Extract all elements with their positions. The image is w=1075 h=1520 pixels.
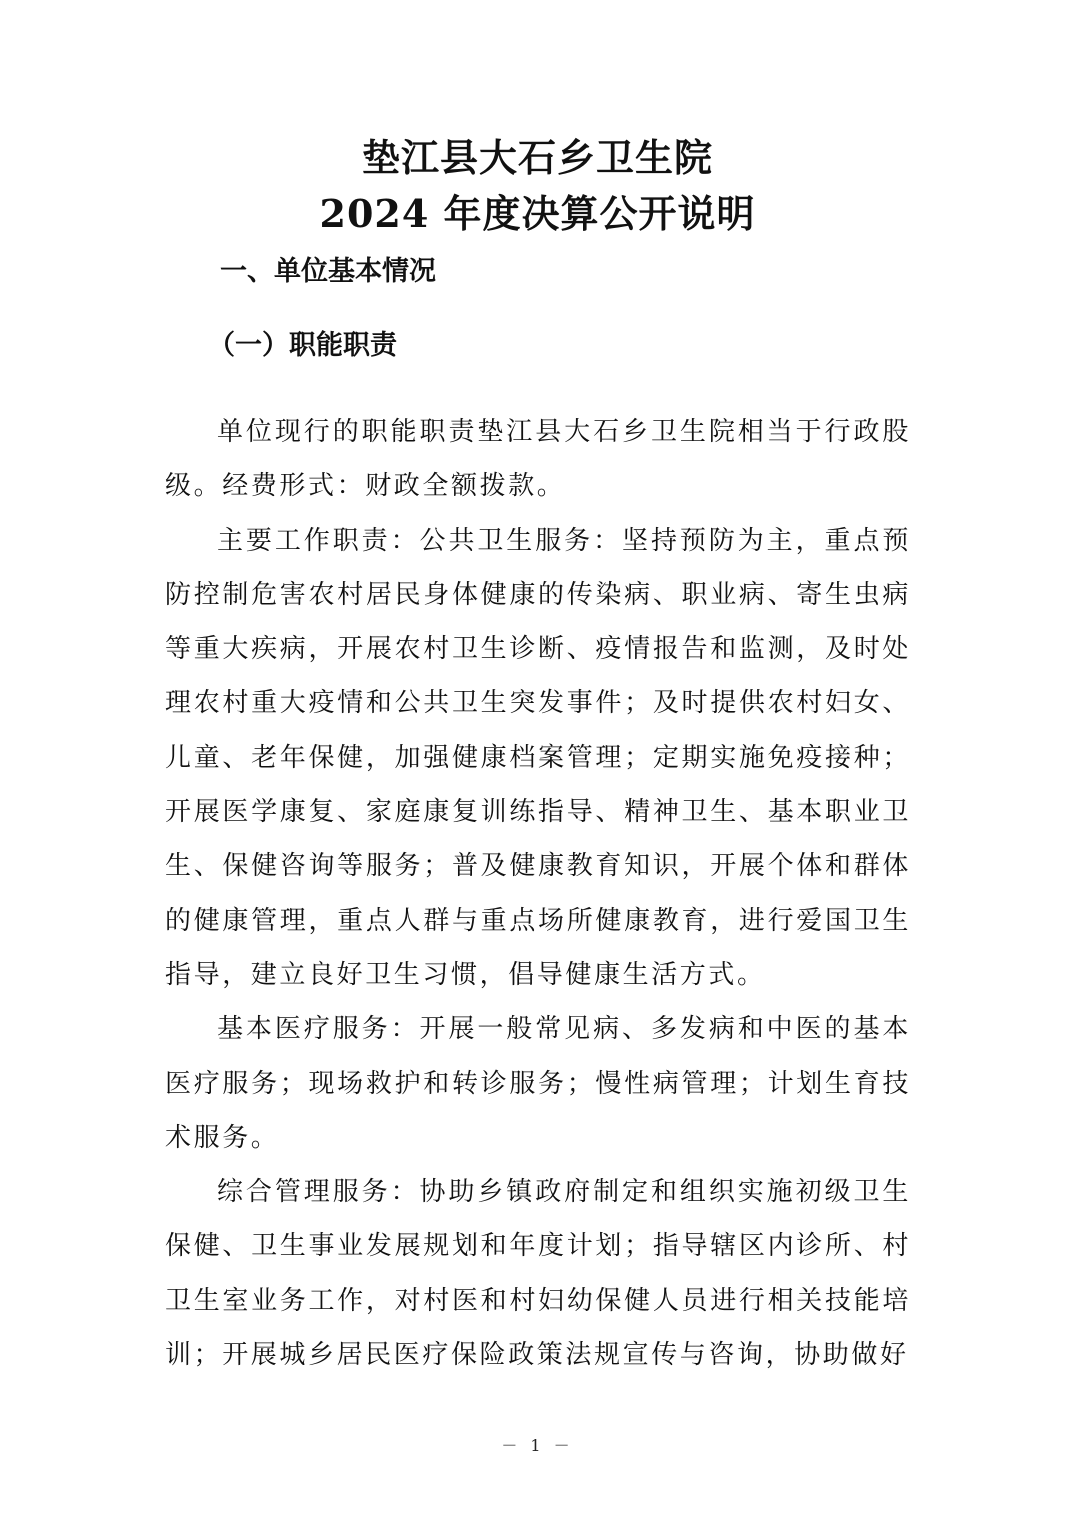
document-title-line-1: 垫江县大石乡卫生院 bbox=[361, 135, 713, 180]
subsection-heading: （一）职能职责 bbox=[208, 330, 397, 361]
body-text bbox=[165, 405, 911, 1382]
section-heading: 一、单位基本情况 bbox=[220, 256, 436, 287]
paragraph-main-duties: 主要工作职责：公共卫生服务：坚持预防为主，重点预防控制危害农村居民身体健康的传染病、职业病、寄生虫病等重大疾病，开展农村卫生诊断、疫情报告和监测，及时处理农村重大疫情和公共卫生突发事件；及时提供农村妇女、儿童、老年保健，加强健康档案管理；定期实施免疫接种；开展医学康复、家庭康复训练指导、精神卫生、基本职业卫生、保健咨询等服务；普及健康教育知识，开展个体和群体的健康管理，重点人群与重点场所健康教育，进行爱国卫生指导，建立良好卫生习惯，倡导健康生活方式。 bbox=[165, 525, 911, 990]
document-title-line-2: 2024 年度决算公开说明 bbox=[319, 191, 756, 236]
paragraph-comprehensive-management: 综合管理服务：协助乡镇政府制定和组织实施初级卫生保健、卫生事业发展规划和年度计划；指导辖区内诊所、村卫生室业务工作，对村医和村妇幼保健人员进行相关技能培训；开展城乡居民医疗保险政策法规宣传与咨询，协助做好 bbox=[165, 1177, 911, 1371]
page-number: － 1 － bbox=[501, 1436, 574, 1455]
paragraph-unit-duties: 单位现行的职能职责垫江县大石乡卫生院相当于行政股级。经费形式：财政全额拨款。 bbox=[165, 417, 911, 502]
paragraph-basic-medical: 基本医疗服务：开展一般常见病、多发病和中医的基本医疗服务；现场救护和转诊服务；慢性病管理；计划生育技术服务。 bbox=[165, 1014, 911, 1153]
